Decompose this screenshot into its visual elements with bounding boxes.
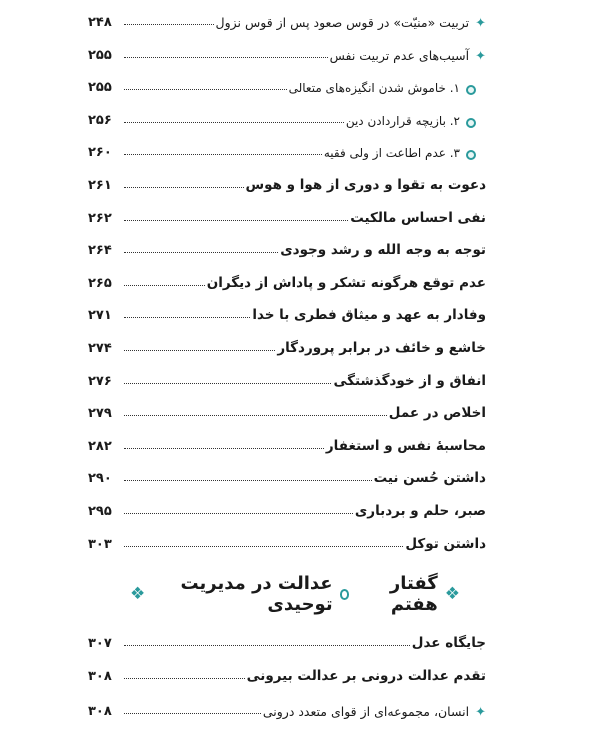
toc-entry-title: تقدم عدالت درونی بر عدالت بیرونی bbox=[246, 668, 486, 684]
toc-page-number: ۳۰۳ bbox=[88, 536, 112, 552]
toc-entry-title: دعوت به تقوا و دوری از هوا و هوس bbox=[245, 177, 486, 193]
ornament-icon: ❖ bbox=[444, 584, 460, 604]
toc-page-number: ۲۸۲ bbox=[88, 438, 112, 454]
toc-entry-title: نفی احساس مالکیت bbox=[350, 209, 486, 226]
toc-entry-title: عدم توقع هرگونه تشکر و پاداش از دیگران bbox=[206, 274, 486, 291]
toc-entry-title: انفاق و از خودگذشتگی bbox=[333, 372, 486, 389]
toc-entry[interactable] bbox=[88, 202, 486, 226]
dot-leader bbox=[124, 415, 387, 416]
dot-leader bbox=[124, 713, 261, 714]
toc-entry[interactable] bbox=[88, 6, 486, 30]
toc-entry-title: ۳. عدم اطاعت از ولی فقیه bbox=[323, 146, 460, 161]
toc-entry[interactable] bbox=[88, 528, 486, 552]
toc-page-number: ۲۶۴ bbox=[88, 243, 112, 259]
toc-entry-title: جایگاه عدل bbox=[411, 635, 486, 651]
toc-entry[interactable] bbox=[88, 430, 486, 454]
toc-entry[interactable] bbox=[88, 462, 486, 486]
toc-page-number: ۲۶۲ bbox=[88, 210, 112, 226]
toc-entry[interactable] bbox=[88, 495, 486, 519]
toc-entry-title: تربیت «منیّت» در قوس صعود پس از قوس نزول bbox=[215, 15, 470, 30]
toc-page-number: ۳۰۸ bbox=[88, 669, 112, 684]
dot-leader bbox=[124, 645, 410, 646]
toc-entry-title: صبر، حلم و بردباری bbox=[354, 503, 486, 519]
toc-page-number: ۲۶۱ bbox=[88, 178, 112, 193]
toc-page-number: ۲۵۵ bbox=[88, 80, 112, 96]
dot-leader bbox=[124, 154, 322, 155]
toc-entry[interactable] bbox=[88, 136, 486, 160]
toc-page-number: ۲۶۵ bbox=[88, 275, 112, 291]
dot-leader bbox=[124, 546, 403, 547]
toc-entry-title: ۱. خاموش شدن انگیزه‌های متعالی bbox=[288, 81, 460, 96]
toc-entry[interactable] bbox=[88, 332, 486, 356]
dot-leader bbox=[124, 252, 278, 253]
toc-entry[interactable] bbox=[88, 397, 486, 421]
dot-leader bbox=[124, 187, 244, 188]
toc-page-number: ۲۹۰ bbox=[88, 471, 112, 487]
toc-page-number: ۲۷۶ bbox=[88, 373, 112, 389]
toc-entry-title: محاسبهٔ نفس و استغفار bbox=[325, 437, 486, 454]
dot-leader bbox=[124, 678, 245, 679]
dot-leader bbox=[124, 480, 372, 481]
dot-leader bbox=[124, 350, 275, 351]
ring-bullet-icon bbox=[466, 150, 476, 160]
toc-entry[interactable] bbox=[88, 695, 486, 719]
ornament-icon: ❖ bbox=[130, 584, 146, 604]
toc-entry-title: انسان، مجموعه‌ای از قوای متعدد درونی bbox=[262, 704, 470, 719]
toc-entry[interactable] bbox=[88, 660, 486, 684]
dot-leader bbox=[124, 513, 353, 514]
toc-page-number: ۲۶۰ bbox=[88, 145, 112, 161]
toc-entry[interactable] bbox=[88, 299, 486, 323]
toc-page-number: ۲۷۹ bbox=[88, 406, 112, 422]
toc-entry[interactable] bbox=[88, 169, 486, 193]
toc-page-number: ۳۰۷ bbox=[88, 636, 112, 651]
toc-page-number: ۲۹۵ bbox=[88, 504, 112, 519]
toc-entry-title: آسیب‌های عدم تربیت نفس bbox=[329, 47, 470, 63]
toc-entry[interactable] bbox=[88, 627, 486, 651]
toc-entry-title: توجه به وجه الله و رشد وجودی bbox=[280, 242, 486, 259]
toc-entry[interactable] bbox=[88, 267, 486, 291]
toc-page-number: ۲۷۴ bbox=[88, 341, 112, 356]
toc-entry-title: داشتن حُسن نیت bbox=[373, 470, 486, 487]
toc-page-number: ۲۵۵ bbox=[88, 47, 112, 63]
ring-bullet-icon bbox=[466, 85, 476, 95]
dot-leader bbox=[124, 122, 344, 123]
dot-leader bbox=[124, 220, 348, 221]
ring-separator-icon bbox=[340, 589, 350, 600]
four-point-star-icon: ✦ bbox=[475, 16, 486, 31]
four-point-star-icon: ✦ bbox=[475, 705, 486, 720]
toc-page-number: ۲۴۸ bbox=[88, 15, 112, 30]
toc-entry[interactable] bbox=[88, 39, 486, 63]
chapter-title: عدالت در مدیریت توحیدی bbox=[180, 573, 333, 615]
toc-entry-title: داشتن توکل bbox=[405, 535, 486, 552]
ring-bullet-icon bbox=[466, 118, 476, 128]
toc-page-number: ۲۵۶ bbox=[88, 112, 112, 128]
four-point-star-icon: ✦ bbox=[475, 48, 486, 64]
dot-leader bbox=[124, 383, 331, 384]
toc-entry[interactable] bbox=[88, 71, 486, 95]
dot-leader bbox=[124, 24, 214, 25]
dot-leader bbox=[124, 317, 250, 318]
dot-leader bbox=[124, 89, 287, 90]
toc-page-number: ۲۷۱ bbox=[88, 308, 112, 324]
chapter-label: گفتار هفتم bbox=[389, 573, 438, 615]
toc-entry-title: خاشع و خائف در برابر پروردگار bbox=[277, 340, 486, 356]
toc-page-number: ۳۰۸ bbox=[88, 704, 112, 719]
toc-entry-title: ۲. بازیچه قراردادن دین bbox=[345, 113, 460, 128]
toc-entry[interactable] bbox=[88, 104, 486, 128]
dot-leader bbox=[124, 285, 205, 286]
chapter-heading bbox=[130, 573, 460, 615]
dot-leader bbox=[124, 57, 328, 58]
toc-entry[interactable] bbox=[88, 365, 486, 389]
toc-entry[interactable] bbox=[88, 234, 486, 258]
toc-entry-title: وفادار به عهد و میثاق فطری با خدا bbox=[252, 307, 486, 324]
toc-entry-title: اخلاص در عمل bbox=[388, 405, 486, 422]
dot-leader bbox=[124, 448, 324, 449]
